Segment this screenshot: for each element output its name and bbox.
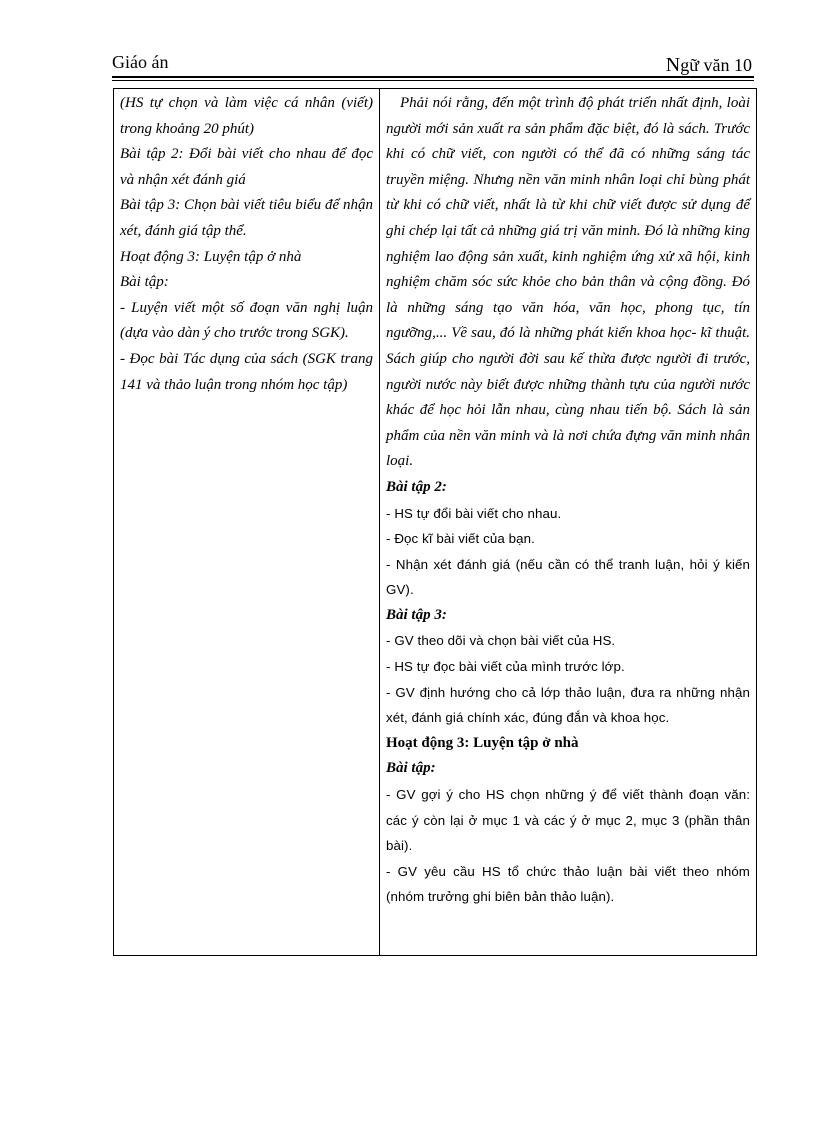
exercise2-item: - Đọc kĩ bài viết của bạn.: [386, 531, 535, 547]
left-text-2: Bài tập 3: Chọn bài viết tiêu biểu để nhận xét, đánh giá tập thể.: [120, 197, 373, 239]
left-text-1: Bài tập 2: Đổi bài viết cho nhau để đọc và nhận xét đánh giá: [120, 146, 373, 188]
exercise3-item: - HS tự đọc bài viết của mình trước lớp.: [386, 659, 625, 675]
homework-item: - GV yêu cầu HS tổ chức thảo luận bài viết theo nhóm (nhóm trưởng ghi biên bản thảo luận).: [386, 863, 750, 905]
header-rule-thin: [112, 80, 754, 81]
exercise2-item: - HS tự đổi bài viết cho nhau.: [386, 505, 562, 521]
page-header: [112, 52, 752, 78]
left-text-3: Hoạt động 3: Luyện tập ở nhà: [120, 248, 302, 265]
lesson-table: [113, 88, 757, 956]
header-title-left: Giáo án: [112, 52, 169, 72]
header-rule-thick: [112, 76, 754, 78]
left-text-4: Bài tập:: [120, 274, 169, 291]
exercise3-heading: Bài tập 3:: [386, 606, 447, 623]
exercise2-heading: Bài tập 2:: [386, 478, 447, 495]
exercise3-item: - GV theo dõi và chọn bài viết của HS.: [386, 633, 616, 649]
exercise2-item: - Nhận xét đánh giá (nếu cần có thể tranh luận, hỏi ý kiến GV).: [386, 556, 750, 598]
homework-item: - GV gợi ý cho HS chọn những ý để viết thành đoạn văn: các ý còn lại ở mục 1 và các ý ở mục 2, mục 3 (phần thân bài).: [386, 787, 750, 854]
homework-heading: Bài tập:: [386, 760, 436, 777]
intro-paragraph: Phải nói rằng, đến một trình độ phát triển nhất định, loài người mới sản xuất ra sản phẩm đặc biệt, đó là sách. Trước khi có chữ viết, con người có thể đã có những sáng tác truyền miệng. Nhưng nền văn minh nhân loại chỉ bùng phát từ khi có chữ viết, nhất là từ khi chữ viết được sử dụng để ghi chép lại tất cả những giá trị văn minh. Đó là những king nghiệm lao động sản xuất, kinh nghiệm ứng xử xã hội, kinh nghiệm chăm sóc sức khỏe cho bản thân và cộng đồng. Đó là những sáng tạo văn hóa, văn học, phong tục, tín ngưỡng,... Về sau, đó là những phát kiến khoa học- kĩ thuật. Sách giúp cho người đời sau kế thừa được người đi trước, người nước này biết được những thành tựu của người nước khác để học hỏi lẫn nhau, cùng nhau tiến bộ. Sách là sản phẩm của nền văn minh và là nơi chứa đựng văn minh nhân loại.: [386, 95, 750, 470]
activity3-heading: Hoạt động 3: Luyện tập ở nhà: [386, 734, 579, 751]
header-title-right-initial: N: [665, 54, 681, 76]
header-title-right-rest: gữ văn 10: [680, 55, 752, 75]
left-text-5: - Luyện viết một số đoạn văn nghị luận (dựa vào dàn ý cho trước trong SGK).: [120, 299, 373, 342]
teacher-student-activities-column: [114, 89, 380, 956]
lesson-row: [114, 89, 757, 956]
left-text-6: - Đọc bài Tác dụng của sách (SGK trang 141 và thảo luận trong nhóm học tập): [120, 350, 373, 393]
lesson-content-column: [380, 89, 757, 956]
header-title-right: [666, 54, 752, 77]
exercise3-item: - GV định hướng cho cả lớp thảo luận, đưa ra những nhận xét, đánh giá chính xác, đúng đắn và khoa học.: [386, 684, 750, 726]
left-text-0: (HS tự chọn và làm việc cá nhân (viết) trong khoảng 20 phút): [120, 95, 373, 137]
